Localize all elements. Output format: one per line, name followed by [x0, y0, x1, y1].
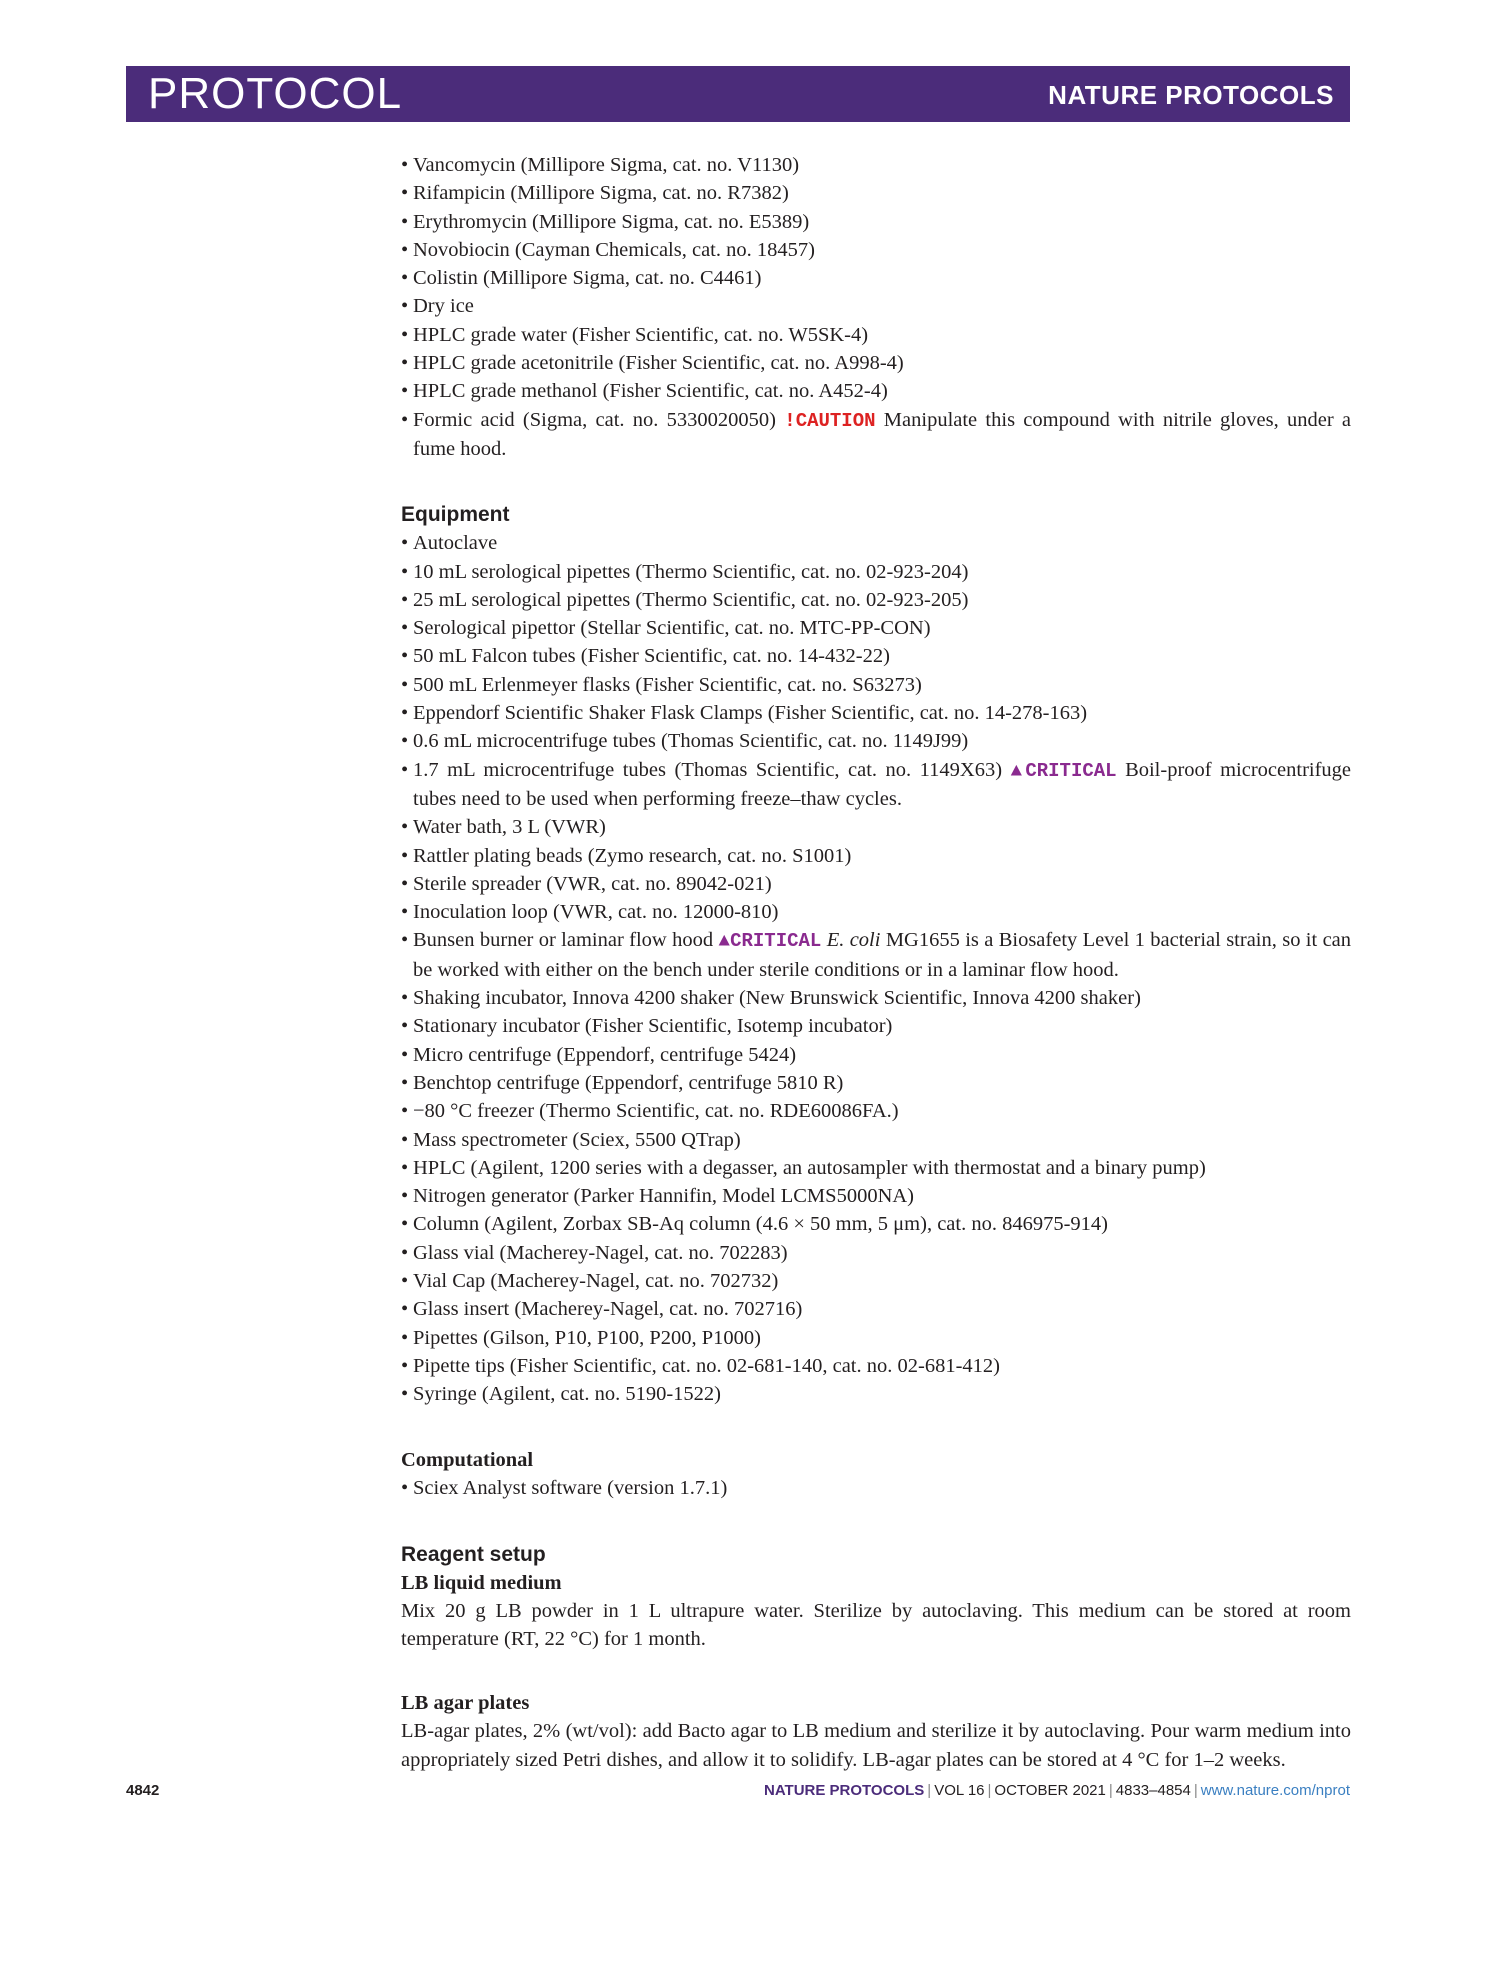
- lb-liquid-title: LB liquid medium: [401, 1571, 562, 1594]
- footer-citation: NATURE PROTOCOLS | VOL 16 | OCTOBER 2021 | 4833–4854 | www.nature.com/nprot: [763, 1782, 1350, 1799]
- list-item: • Rifampicin (Millipore Sigma, cat. no. R7382): [401, 179, 1351, 207]
- list-item: • Shaking incubator, Innova 4200 shaker (New Brunswick Scientific, Innova 4200 shaker): [401, 984, 1351, 1012]
- lb-agar-text: LB-agar plates, 2% (wt/vol): add Bacto agar to LB medium and sterilize it by autoclaving. Pour warm medium into appropriately sized Petri dishes, and allow it to solidify. LB-agar plates can be stored at 4 °C for 1–2 weeks.: [401, 1720, 1351, 1771]
- journal-label: NATURE PROTOCOLS: [1048, 80, 1334, 110]
- item-text: 1.7 mL microcentrifuge tubes (Thomas Scientific, cat. no. 1149X63): [413, 758, 1003, 781]
- computational-heading: Computational: [401, 1449, 534, 1472]
- list-item: • Vial Cap (Macherey-Nagel, cat. no. 702732): [401, 1267, 1351, 1295]
- list-item: • Inoculation loop (VWR, cat. no. 12000-810): [401, 898, 1351, 926]
- list-item: • 10 mL serological pipettes (Thermo Scientific, cat. no. 02-923-204): [401, 558, 1351, 586]
- section-label: PROTOCOL: [148, 69, 403, 118]
- critical-flag: ▲CRITICAL: [718, 930, 822, 953]
- list-item: • Rattler plating beads (Zymo research, cat. no. S1001): [401, 842, 1351, 870]
- list-item: • 500 mL Erlenmeyer flasks (Fisher Scientific, cat. no. S63273): [401, 671, 1351, 699]
- list-item: • −80 °C freezer (Thermo Scientific, cat. no. RDE60086FA.): [401, 1097, 1351, 1125]
- equipment-list: [401, 529, 1351, 1408]
- list-item: • Autoclave: [401, 529, 1351, 557]
- list-item: • Syringe (Agilent, cat. no. 5190-1522): [401, 1380, 1351, 1408]
- critical-note: MG1655 is a Biosafety Level 1 bacterial strain, so it can be worked with either on the bench under sterile conditions or in a laminar flow hood.: [413, 929, 1352, 981]
- list-item: • 50 mL Falcon tubes (Fisher Scientific, cat. no. 14-432-22): [401, 642, 1351, 670]
- list-item: • Novobiocin (Cayman Chemicals, cat. no. 18457): [401, 236, 1351, 264]
- list-item: • Stationary incubator (Fisher Scientific, Isotemp incubator): [401, 1012, 1351, 1040]
- list-item: • Column (Agilent, Zorbax SB-Aq column (4.6 × 50 mm, 5 μm), cat. no. 846975-914): [401, 1210, 1351, 1238]
- list-item: • Eppendorf Scientific Shaker Flask Clamps (Fisher Scientific, cat. no. 14-278-163): [401, 699, 1351, 727]
- reagent-setup-heading: Reagent setup: [401, 1542, 546, 1566]
- list-item: • Benchtop centrifuge (Eppendorf, centrifuge 5810 R): [401, 1069, 1351, 1097]
- footer-date: OCTOBER 2021: [994, 1782, 1106, 1799]
- list-item: • Mass spectrometer (Sciex, 5500 QTrap): [401, 1126, 1351, 1154]
- list-item: • Micro centrifuge (Eppendorf, centrifuge 5424): [401, 1041, 1351, 1069]
- lb-liquid-text: Mix 20 g LB powder in 1 L ultrapure water. Sterilize by autoclaving. This medium can be stored at room temperature (RT, 22 °C) for 1 month.: [401, 1599, 1351, 1651]
- footer-volume: VOL 16: [934, 1782, 985, 1799]
- list-item: • Serological pipettor (Stellar Scientific, cat. no. MTC-PP-CON): [401, 614, 1351, 642]
- list-item: • Sciex Analyst software (version 1.7.1): [401, 1474, 1351, 1502]
- page-number: 4842: [126, 1782, 160, 1799]
- list-item: • 0.6 mL microcentrifuge tubes (Thomas Scientific, cat. no. 1149J99): [401, 727, 1351, 755]
- list-item: • Erythromycin (Millipore Sigma, cat. no. E5389): [401, 208, 1351, 236]
- list-item: • HPLC grade acetonitrile (Fisher Scientific, cat. no. A998-4): [401, 349, 1351, 377]
- list-item: • Pipette tips (Fisher Scientific, cat. no. 02-681-140, cat. no. 02-681-412): [401, 1352, 1351, 1380]
- list-item: • Water bath, 3 L (VWR): [401, 813, 1351, 841]
- item-text: Formic acid (Sigma, cat. no. 5330020050): [413, 408, 777, 431]
- list-item: • Sterile spreader (VWR, cat. no. 89042-021): [401, 870, 1351, 898]
- footer-journal: NATURE PROTOCOLS: [763, 1782, 925, 1799]
- organism-name: E. coli: [826, 929, 881, 952]
- list-item: • Nitrogen generator (Parker Hannifin, Model LCMS5000NA): [401, 1182, 1351, 1210]
- list-item: • Pipettes (Gilson, P10, P100, P200, P1000): [401, 1324, 1351, 1352]
- item-text: Bunsen burner or laminar flow hood: [413, 929, 714, 952]
- list-item: • Glass insert (Macherey-Nagel, cat. no. 702716): [401, 1295, 1351, 1323]
- list-item-bunsen-burner: [401, 926, 1351, 984]
- list-item: • Colistin (Millipore Sigma, cat. no. C4461): [401, 264, 1351, 292]
- list-item-microcentrifuge-tubes: [401, 756, 1351, 814]
- list-item: • HPLC grade methanol (Fisher Scientific, cat. no. A452-4): [401, 377, 1351, 405]
- computational-list: [401, 1474, 1351, 1502]
- caution-flag: !CAUTION: [784, 409, 876, 432]
- reagent-list: [401, 151, 1351, 463]
- list-item: • Glass vial (Macherey-Nagel, cat. no. 702283): [401, 1239, 1351, 1267]
- equipment-heading: Equipment: [401, 503, 510, 527]
- list-item: • HPLC grade water (Fisher Scientific, cat. no. W5SK-4): [401, 321, 1351, 349]
- list-item: • HPLC (Agilent, 1200 series with a degasser, an autosampler with thermostat and a binary pump): [401, 1154, 1351, 1182]
- footer-pages: 4833–4854: [1115, 1782, 1191, 1799]
- list-item: • Vancomycin (Millipore Sigma, cat. no. V1130): [401, 151, 1351, 179]
- header-bar: [126, 66, 1350, 122]
- list-item: • 25 mL serological pipettes (Thermo Scientific, cat. no. 02-923-205): [401, 586, 1351, 614]
- main-content: [401, 151, 1351, 1774]
- critical-flag: ▲CRITICAL: [1010, 759, 1117, 782]
- list-item-formic-acid: [401, 406, 1351, 464]
- lb-agar-title: LB agar plates: [401, 1692, 530, 1715]
- critical-note: Boil-proof microcentrifuge tubes need to be used when performing freeze–thaw cycles.: [413, 758, 1352, 810]
- caution-note: Manipulate this compound with nitrile gloves, under a fume hood.: [413, 408, 1352, 460]
- list-item: • Dry ice: [401, 292, 1351, 320]
- footer-url-link[interactable]: www.nature.com/nprot: [1200, 1782, 1350, 1799]
